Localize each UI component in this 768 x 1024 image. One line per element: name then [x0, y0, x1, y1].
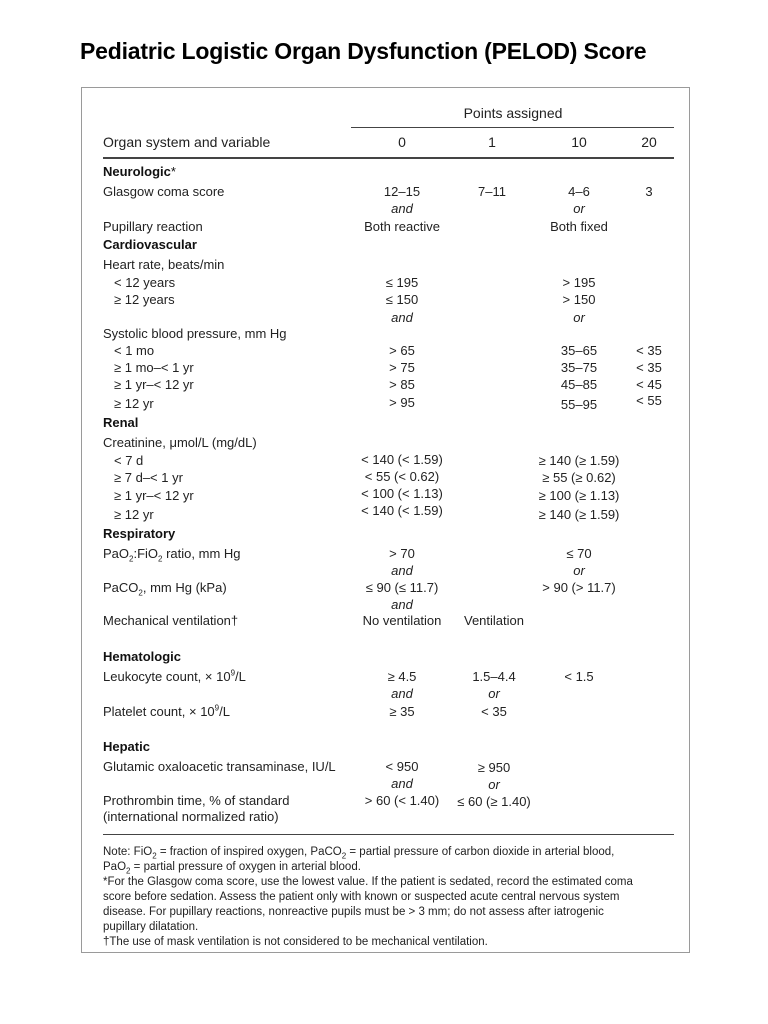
section-respiratory: Respiratory	[103, 526, 176, 541]
note-line: PaO$_2$ = partial pressure of oxygen in arterial blood.	[103, 861, 361, 876]
cell-creat-0: < 100 (< 1.13)	[361, 486, 443, 501]
row-label-pupil: Pupillary reaction	[103, 219, 203, 234]
cell-creat-0: < 55 (< 0.62)	[364, 469, 440, 484]
row-label-creat-age: ≥ 7 d–< 1 yr	[114, 470, 183, 485]
cell-sbp-0: > 75	[389, 360, 415, 375]
cell-creat-10: ≥ 140 (≥ 1.59)	[538, 453, 620, 468]
note-line: score before sedation. Assess the patient only with known or suspected acute central nervous system	[103, 891, 620, 903]
cell-leuk-1: 1.5–4.4	[472, 669, 516, 684]
connector-or: or	[488, 777, 500, 792]
header-rule	[103, 157, 674, 159]
connector-or: or	[573, 310, 585, 325]
cell-creat-10: ≥ 55 (≥ 0.62)	[542, 470, 616, 485]
footer-rule	[103, 834, 674, 835]
connector-or: or	[488, 686, 500, 701]
row-label-creat-age: < 7 d	[114, 453, 144, 468]
cell-pupil-10: Both fixed	[550, 219, 608, 234]
cell-pupil-0: Both reactive	[364, 219, 440, 234]
row-label-sbp-age: ≥ 1 mo–< 1 yr	[114, 360, 194, 375]
row-label-sbp-age: ≥ 12 yr	[114, 396, 154, 411]
connector-and: and	[391, 776, 413, 791]
connector-or: or	[573, 563, 585, 578]
cell-sbp-20: < 55	[636, 393, 662, 408]
row-label-platelet: Platelet count, × $10^9/L$	[103, 703, 230, 719]
section-cardiovascular: Cardiovascular	[103, 237, 197, 252]
connector-and: and	[391, 597, 413, 612]
cell-sbp-0: > 85	[389, 377, 415, 392]
cell-hr-under-12-10: > 195	[562, 275, 596, 290]
row-label-hr-under-12: < 12 years	[114, 275, 176, 290]
cell-sbp-0: > 65	[389, 343, 415, 358]
cell-sbp-0: > 95	[389, 395, 415, 410]
cell-sbp-10: 35–75	[560, 360, 598, 375]
row-label-pao2-fio2: PaO$_2$:FiO$_2$ ratio, mm Hg	[103, 546, 241, 564]
table-notes	[103, 845, 673, 950]
section-hepatic: Hepatic	[103, 739, 150, 754]
cell-ratio-10: ≤ 70	[566, 546, 592, 561]
row-label-heart-rate: Heart rate, beats/min	[103, 257, 225, 272]
cell-mv-0: No ventilation	[362, 613, 442, 628]
row-label-creat-age: ≥ 1 yr–< 12 yr	[114, 488, 194, 503]
row-label-sbp-age: < 1 mo	[114, 343, 155, 358]
cell-creat-10: ≥ 100 (≥ 1.13)	[538, 488, 620, 503]
cell-sbp-20: < 35	[636, 343, 662, 358]
cell-mv-1: Ventilation	[464, 613, 524, 628]
points-assigned-header: Points assigned	[463, 105, 563, 121]
points-col-10: 10	[571, 134, 587, 150]
cell-leuk-0: ≥ 4.5	[387, 669, 417, 684]
cell-creat-0: < 140 (< 1.59)	[361, 503, 443, 518]
row-label-sbp: Systolic blood pressure, mm Hg	[103, 326, 287, 341]
cell-plt-1: < 35	[481, 704, 507, 719]
note-line: disease. For pupillary reactions, nonreactive pupils must be > 3 mm; do not assess after iatrogenic	[103, 906, 604, 918]
section-renal: Renal	[103, 415, 139, 430]
cell-creat-10: ≥ 140 (≥ 1.59)	[538, 507, 620, 522]
row-label-gcs: Glasgow coma score	[103, 184, 225, 199]
cell-gcs-0: 12–15	[383, 184, 421, 199]
points-col-1: 1	[488, 134, 496, 150]
connector-or: or	[573, 201, 585, 216]
row-label-leukocyte: Leukocyte count, × $10^9/L$	[103, 668, 246, 684]
cell-ratio-0: > 70	[389, 546, 415, 561]
cell-pt-1: ≤ 60 (≥ 1.40)	[457, 794, 531, 809]
row-label-inr: (international normalized ratio)	[103, 809, 279, 824]
row-label-hr-over-12: ≥ 12 years	[114, 292, 175, 307]
connector-and: and	[391, 310, 413, 325]
page-title: Pediatric Logistic Organ Dysfunction (PELOD) Score	[80, 38, 647, 64]
note-line: *For the Glasgow coma score, use the lowest value. If the patient is sedated, record the estimated coma	[103, 876, 633, 888]
cell-gcs-1: 7–11	[478, 184, 506, 199]
section-hematologic: Hematologic	[103, 649, 182, 664]
connector-and: and	[391, 201, 413, 216]
points-col-20: 20	[641, 134, 657, 150]
connector-and: and	[391, 686, 413, 701]
note-line: †The use of mask ventilation is not considered to be mechanical ventilation.	[103, 936, 488, 948]
row-label-creat-age: ≥ 12 yr	[114, 507, 154, 522]
section-neurologic: Neurologic*	[103, 164, 176, 179]
row-label-mechanical-ventilation: Mechanical ventilation†	[103, 613, 239, 628]
cell-plt-0: ≥ 35	[389, 704, 415, 719]
cell-leuk-10: < 1.5	[564, 669, 594, 684]
cell-sbp-20: < 45	[636, 377, 662, 392]
row-label-creatinine: Creatinine, μmol/L (mg/dL)	[103, 435, 257, 450]
row-label-sbp-age: ≥ 1 yr–< 12 yr	[114, 377, 194, 392]
cell-gcs-10: 4–6	[568, 184, 590, 199]
row-label-paco2: PaCO$_2$, mm Hg (kPa)	[103, 580, 227, 598]
cell-got-0: < 950	[385, 759, 419, 774]
cell-pt-0: > 60 (< 1.40)	[364, 793, 440, 808]
row-label-prothrombin: Prothrombin time, % of standard	[103, 793, 290, 808]
connector-and: and	[391, 563, 413, 578]
cell-gcs-20: 3	[645, 184, 653, 199]
note-line: pupillary dilatation.	[103, 921, 199, 933]
row-label-got: Glutamic oxaloacetic transaminase, IU/L	[103, 759, 336, 774]
cell-got-1: ≥ 950	[477, 760, 511, 775]
cell-paco2-10: > 90 (> 11.7)	[542, 580, 616, 595]
cell-sbp-10: 45–85	[560, 377, 598, 392]
organ-column-header: Organ system and variable	[103, 134, 271, 150]
cell-sbp-10: 55–95	[560, 397, 598, 412]
cell-hr-over-12-0: ≤ 150	[385, 292, 419, 307]
cell-sbp-20: < 35	[636, 360, 662, 375]
cell-creat-0: < 140 (< 1.59)	[361, 452, 443, 467]
header-subrule	[351, 127, 674, 128]
cell-hr-under-12-0: ≤ 195	[385, 275, 419, 290]
cell-paco2-0: ≤ 90 (≤ 11.7)	[365, 580, 439, 595]
points-col-0: 0	[398, 134, 406, 150]
cell-sbp-10: 35–65	[560, 343, 598, 358]
cell-hr-over-12-10: > 150	[562, 292, 596, 307]
note-line: Note: FiO$_2$ = fraction of inspired oxygen, PaCO$_2$ = partial pressure of carbon dioxide in arterial blood,	[103, 846, 615, 861]
